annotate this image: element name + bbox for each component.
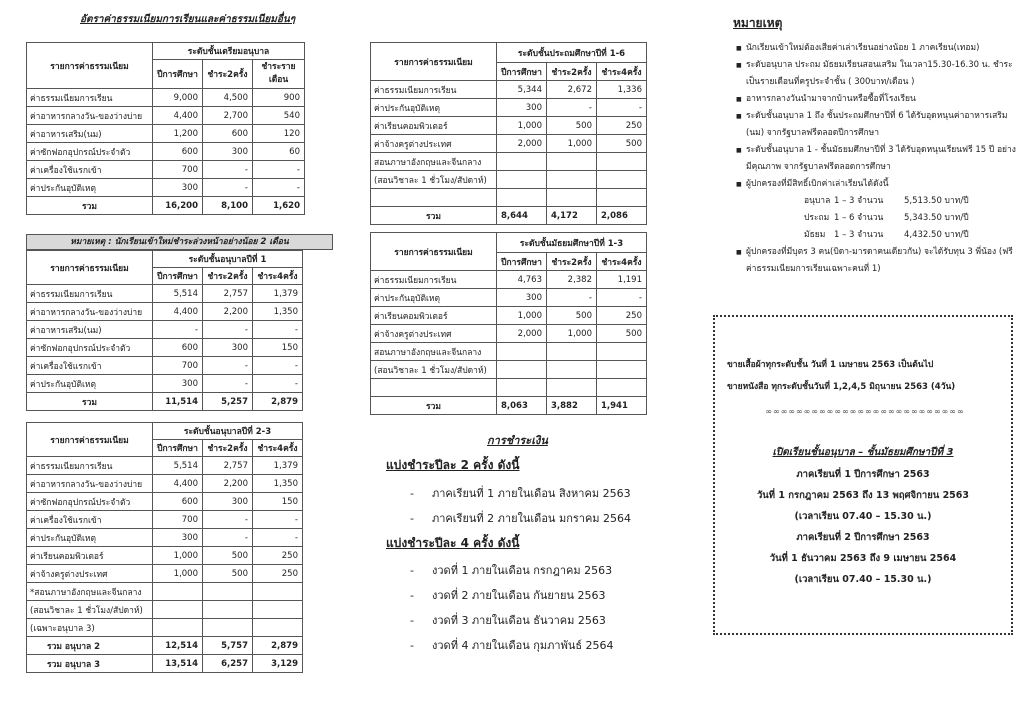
fee-two-value <box>547 189 597 207</box>
fee-four-value: - <box>253 511 303 529</box>
fee-table-k1 <box>26 250 303 411</box>
fee-item-name: ค่าธรรมเนียมการเรียน <box>371 271 497 289</box>
semester-2-time: (เวลาเรียน 07.40 – 15.30 น.) <box>794 574 932 585</box>
fee-four-value: 540 <box>253 107 305 125</box>
column-header-two: ชำระ2ครั้ง <box>547 253 597 271</box>
total-label: รวม <box>371 397 497 415</box>
book-sale-text: ขายหนังสือ ทุกระดับชั้นวันที่ 1,2,4,5 มิถุนายน 2563 (4วัน) <box>727 382 956 392</box>
fee-year-value: 5,344 <box>497 81 547 99</box>
fee-year-value: 4,763 <box>497 271 547 289</box>
fee-two-value: - <box>203 321 253 339</box>
total-year: 8,644 <box>497 207 547 225</box>
fee-four-value <box>597 171 647 189</box>
table-row <box>27 339 303 357</box>
column-header-item: รายการค่าธรรมเนียม <box>371 43 497 81</box>
level-header: ระดับชั้นมัธยมศึกษาปีที่ 1-3 <box>497 233 647 253</box>
table-row <box>27 143 305 161</box>
fee-item-name: ค่าเรียนคอมพิวเตอร์ <box>371 117 497 135</box>
total-label: รวม <box>27 393 153 411</box>
table-row <box>27 179 305 197</box>
fee-item-name: ค่าอาหารกลางวัน-ของว่างบ่าย <box>27 303 153 321</box>
column-header-four: ชำระ4ครั้ง <box>253 440 303 457</box>
column-header-four: ชำระ4ครั้ง <box>597 253 647 271</box>
fee-table-primary <box>370 42 647 225</box>
fee-two-value: - <box>547 289 597 307</box>
table-row <box>27 375 303 393</box>
fee-item-name: ค่าประกันอุบัติเหตุ <box>27 529 153 547</box>
payment-four-heading: แบ่งชำระปีละ 4 ครั้ง ดังนี้ <box>386 536 520 550</box>
total-two: 8,100 <box>203 197 253 215</box>
fee-year-value <box>497 379 547 397</box>
column-header-monthly: ชำระราย เดือน <box>253 60 305 89</box>
semester-1-time: (เวลาเรียน 07.40 – 15.30 น.) <box>794 511 932 522</box>
total-four: 2,879 <box>253 393 303 411</box>
column-header-four: ชำระ4ครั้ง <box>253 268 303 285</box>
fee-year-value: 300 <box>497 289 547 307</box>
fee-item-name: ค่าเรียนคอมพิวเตอร์ <box>27 547 153 565</box>
fee-four-value: - <box>253 161 305 179</box>
fee-item-name: ค่าซักฟอกอุปกรณ์ประจำตัว <box>27 493 153 511</box>
fee-two-value: - <box>203 357 253 375</box>
fee-four-value: 1,379 <box>253 285 303 303</box>
total-four: 1,620 <box>253 197 305 215</box>
total-two-k2: 5,757 <box>203 637 253 655</box>
fee-four-value: 150 <box>253 339 303 357</box>
column-header-year: ปีการศึกษา <box>153 60 203 89</box>
fee-item-name: ค่าซักฟอกอุปกรณ์ประจำตัว <box>27 143 153 161</box>
fee-four-value: 500 <box>597 135 647 153</box>
fee-two-value: 300 <box>203 493 253 511</box>
fee-two-value <box>203 619 253 637</box>
column-header-two: ชำระ2ครั้ง <box>203 440 253 457</box>
table-row <box>371 379 647 397</box>
fee-item-name: ค่าประกันอุบัติเหตุ <box>371 289 497 307</box>
fee-four-value: 1,350 <box>253 475 303 493</box>
fee-four-value <box>253 583 303 601</box>
fee-table-k23 <box>26 422 303 673</box>
table-row <box>27 601 303 619</box>
note-item: ■ ระดับชั้นอนุบาล 1 ถึง ชั้นประถมศึกษาปีที่ 6 ได้รับอุดหนุนค่าอาหารเสริม (นม) จากรัฐบาลฟรีตลอดปีการศึกษา <box>736 108 1018 142</box>
total-year-k2: 12,514 <box>153 637 203 655</box>
fee-two-value: 2,700 <box>203 107 253 125</box>
fee-four-value: 1,336 <box>597 81 647 99</box>
fee-year-value: 4,400 <box>153 475 203 493</box>
table-row <box>27 457 303 475</box>
fee-item-name: (สอนวิชาละ 1 ชั่วโมง/สัปดาห์) <box>371 171 497 189</box>
fee-item-name <box>371 189 497 207</box>
total-label: รวม <box>371 207 497 225</box>
fee-year-value: 2,000 <box>497 325 547 343</box>
fee-two-value: - <box>203 375 253 393</box>
fee-table-secondary <box>370 232 647 415</box>
fee-four-value: - <box>597 99 647 117</box>
fee-item-name: (เฉพาะอนุบาล 3) <box>27 619 153 637</box>
fee-two-value: 2,200 <box>203 475 253 493</box>
fee-two-value: 4,500 <box>203 89 253 107</box>
table-row <box>371 189 647 207</box>
table-row <box>371 343 647 361</box>
payment-title: การชำระเงิน <box>487 434 548 447</box>
column-header-two: ชำระ2ครั้ง <box>203 60 253 89</box>
fee-four-value: - <box>597 289 647 307</box>
payment-four-item: - งวดที่ 3 ภายในเดือน ธันวาคม 2563 <box>410 614 606 627</box>
semester-1-title: ภาคเรียนที่ 1 ปีการศึกษา 2563 <box>796 469 930 480</box>
fee-four-value: 500 <box>597 325 647 343</box>
semester-1-dates: วันที่ 1 กรกฎาคม 2563 ถึง 13 พฤศจิกายน 2563 <box>756 490 970 501</box>
fee-item-name: ค่าอาหารเสริม(นม) <box>27 125 153 143</box>
total-four-k3: 3,129 <box>253 655 303 673</box>
payment-four-item: - งวดที่ 4 ภายในเดือน กุมภาพันธ์ 2564 <box>410 639 614 652</box>
column-header-four: ชำระ4ครั้ง <box>597 63 647 81</box>
table-row <box>371 289 647 307</box>
total-label-k2: รวม อนุบาล 2 <box>27 637 153 655</box>
table-row <box>27 285 303 303</box>
table-row <box>371 153 647 171</box>
fee-item-name: สอนภาษาอังกฤษและจีนกลาง <box>371 153 497 171</box>
fee-four-value <box>597 189 647 207</box>
fee-year-value <box>153 601 203 619</box>
table-row <box>27 619 303 637</box>
table-row <box>27 583 303 601</box>
fee-item-name: ค่าประกันอุบัติเหตุ <box>27 375 153 393</box>
semester-2-dates: วันที่ 1 ธันวาคม 2563 ถึง 9 เมษายน 2564 <box>769 553 957 564</box>
table-row <box>371 99 647 117</box>
fee-four-value: 120 <box>253 125 305 143</box>
fee-four-value: 250 <box>597 307 647 325</box>
fee-year-value <box>497 171 547 189</box>
fee-two-value: 500 <box>547 117 597 135</box>
fee-year-value: 2,000 <box>497 135 547 153</box>
fee-two-value <box>547 171 597 189</box>
table-row <box>27 475 303 493</box>
fee-two-value: 600 <box>203 125 253 143</box>
total-label: รวม <box>27 197 153 215</box>
fee-item-name: ค่าอาหารเสริม(นม) <box>27 321 153 339</box>
fee-year-value: 4,400 <box>153 107 203 125</box>
fee-two-value <box>203 601 253 619</box>
fee-year-value: 1,000 <box>497 117 547 135</box>
fee-year-value: 1,200 <box>153 125 203 143</box>
column-header-two: ชำระ2ครั้ง <box>203 268 253 285</box>
fee-year-value: 600 <box>153 143 203 161</box>
fee-item-name: (สอนวิชาละ 1 ชั่วโมง/สัปดาห์) <box>27 601 153 619</box>
column-header-item: รายการค่าธรรมเนียม <box>27 43 153 89</box>
level-header: ระดับชั้นเตรียมอนุบาล <box>153 43 305 60</box>
reimburse-row: ประถม 1 – 6 จำนวน 5,343.50 บาท/ปี <box>804 213 969 223</box>
payment-four-item: - งวดที่ 2 ภายในเดือน กันยายน 2563 <box>410 589 606 602</box>
fee-year-value: 700 <box>153 161 203 179</box>
total-two-k3: 6,257 <box>203 655 253 673</box>
fee-item-name: ค่าจ้างครูต่างประเทศ <box>371 135 497 153</box>
total-label-k3: รวม อนุบาล 3 <box>27 655 153 673</box>
fee-item-name: ค่าเครื่องใช้แรกเข้า <box>27 511 153 529</box>
note-item: ■ ระดับชั้นอนุบาล 1 - ชั้นมัธยมศึกษาปีที่ 3 ได้รับอุดหนุนเรียนฟรี 15 ปี อย่างมีคุณภาพ จากรัฐบาลฟรีตลอดการศึกษา <box>736 142 1018 176</box>
total-two: 3,882 <box>547 397 597 415</box>
fee-two-value <box>547 343 597 361</box>
fee-item-name <box>371 379 497 397</box>
fee-two-value: 2,757 <box>203 285 253 303</box>
column-header-year: ปีการศึกษา <box>497 63 547 81</box>
total-four: 1,941 <box>597 397 647 415</box>
school-open-title: เปิดเรียนชั้นอนุบาล – ชั้นมัธยมศึกษาปีที่ 3 <box>772 447 954 458</box>
table-row <box>27 529 303 547</box>
fee-item-name: ค่าเครื่องใช้แรกเข้า <box>27 161 153 179</box>
fee-item-name: ค่าซักฟอกอุปกรณ์ประจำตัว <box>27 339 153 357</box>
fee-two-value: 2,757 <box>203 457 253 475</box>
fee-item-name: *สอนภาษาอังกฤษและจีนกลาง <box>27 583 153 601</box>
column-header-two: ชำระ2ครั้ง <box>547 63 597 81</box>
fee-year-value <box>497 153 547 171</box>
payment-four-item: - งวดที่ 1 ภายในเดือน กรกฎาคม 2563 <box>410 564 613 577</box>
fee-year-value: 300 <box>497 99 547 117</box>
fee-four-value: - <box>253 375 303 393</box>
fee-year-value: 5,514 <box>153 457 203 475</box>
table-row <box>371 271 647 289</box>
column-header-year: ปีการศึกษา <box>153 440 203 457</box>
table-row <box>27 565 303 583</box>
fee-four-value: 900 <box>253 89 305 107</box>
fee-year-value: 300 <box>153 179 203 197</box>
fee-two-value: - <box>203 161 253 179</box>
table-row <box>27 125 305 143</box>
fee-four-value: - <box>253 357 303 375</box>
fee-two-value <box>203 583 253 601</box>
table-row <box>27 107 305 125</box>
fee-item-name: ค่าจ้างครูต่างประเทศ <box>27 565 153 583</box>
fee-four-value: 1,350 <box>253 303 303 321</box>
fee-two-value <box>547 361 597 379</box>
fee-year-value: 1,000 <box>153 565 203 583</box>
uniform-sale-text: ขายเสื้อผ้าทุกระดับชั้น วันที่ 1 เมษายน 2563 เป็นต้นไป <box>727 360 934 370</box>
notes-list <box>736 40 1018 278</box>
fee-item-name: ค่าเรียนคอมพิวเตอร์ <box>371 307 497 325</box>
fee-four-value: - <box>253 179 305 197</box>
fee-four-value: - <box>253 529 303 547</box>
fee-year-value <box>153 583 203 601</box>
fee-two-value: 500 <box>203 547 253 565</box>
semester-2-title: ภาคเรียนที่ 2 ปีการศึกษา 2563 <box>796 532 930 543</box>
fee-item-name: ค่าประกันอุบัติเหตุ <box>27 179 153 197</box>
fee-two-value: 300 <box>203 143 253 161</box>
total-four-k2: 2,879 <box>253 637 303 655</box>
table-row <box>371 81 647 99</box>
fee-four-value <box>597 343 647 361</box>
fee-year-value: 9,000 <box>153 89 203 107</box>
fee-year-value: 300 <box>153 375 203 393</box>
fee-four-value: 60 <box>253 143 305 161</box>
fee-year-value <box>497 189 547 207</box>
notes-title: หมายเหตุ <box>733 16 783 30</box>
fee-year-value: 300 <box>153 529 203 547</box>
wave-divider: ∞∞∞∞∞∞∞∞∞∞∞∞∞∞∞∞∞∞∞∞∞∞∞∞∞∞ <box>765 407 965 416</box>
fee-two-value: - <box>203 179 253 197</box>
fee-two-value <box>547 153 597 171</box>
reimburse-row: มัธยม 1 – 3 จำนวน 4,432.50 บาท/ปี <box>804 230 969 240</box>
note-item: ■ ผู้ปกครองที่มีสิทธิ์เบิกค่าเล่าเรียนได้ดังนี้ <box>736 176 1018 193</box>
fee-year-value: 5,514 <box>153 285 203 303</box>
fee-item-name: ค่าจ้างครูต่างประเทศ <box>371 325 497 343</box>
reimburse-row: อนุบาล 1 – 3 จำนวน 5,513.50 บาท/ปี <box>804 196 969 206</box>
fee-table-prek <box>26 42 305 215</box>
fee-item-name: ค่าประกันอุบัติเหตุ <box>371 99 497 117</box>
column-header-item: รายการค่าธรรมเนียม <box>27 251 153 285</box>
note-item: ■ นักเรียนเข้าใหม่ต้องเสียค่าเล่าเรียนอย่างน้อย 1 ภาคเรียน(เทอม) <box>736 40 1018 57</box>
column-header-year: ปีการศึกษา <box>497 253 547 271</box>
page-title: อัตราค่าธรรมเนียมการเรียนและค่าธรรมเนียมอื่นๆ <box>80 14 296 25</box>
fee-item-name: ค่าเครื่องใช้แรกเข้า <box>27 357 153 375</box>
table-row <box>27 89 305 107</box>
table-row <box>27 357 303 375</box>
payment-two-heading: แบ่งชำระปีละ 2 ครั้ง ดังนี้ <box>386 458 520 472</box>
fee-two-value: 1,000 <box>547 135 597 153</box>
fee-year-value: 4,400 <box>153 303 203 321</box>
table-row <box>371 325 647 343</box>
fee-item-name: ค่าธรรมเนียมการเรียน <box>27 457 153 475</box>
fee-two-value: 300 <box>203 339 253 357</box>
total-year: 8,063 <box>497 397 547 415</box>
fee-four-value <box>597 361 647 379</box>
table-row <box>27 303 303 321</box>
fee-two-value: - <box>547 99 597 117</box>
fee-item-name: ค่าธรรมเนียมการเรียน <box>371 81 497 99</box>
table-row <box>371 361 647 379</box>
total-four: 2,086 <box>597 207 647 225</box>
fee-two-value: 2,200 <box>203 303 253 321</box>
fee-year-value: 700 <box>153 511 203 529</box>
fee-year-value <box>497 361 547 379</box>
column-header-item: รายการค่าธรรมเนียม <box>371 233 497 271</box>
fee-item-name: ค่าธรรมเนียมการเรียน <box>27 285 153 303</box>
total-two: 4,172 <box>547 207 597 225</box>
note-item: ■ อาหารกลางวันนำมาจากบ้านหรือซื้อที่โรงเรียน <box>736 91 1018 108</box>
table-row <box>371 117 647 135</box>
fee-two-value: 2,672 <box>547 81 597 99</box>
fee-two-value: 500 <box>203 565 253 583</box>
fee-four-value <box>253 601 303 619</box>
fee-four-value: 150 <box>253 493 303 511</box>
total-year: 11,514 <box>153 393 203 411</box>
fee-year-value: 1,000 <box>497 307 547 325</box>
payment-two-item: - ภาคเรียนที่ 1 ภายในเดือน สิงหาคม 2563 <box>410 487 631 500</box>
fee-item-name: ค่าอาหารกลางวัน-ของว่างบ่าย <box>27 475 153 493</box>
fee-four-value: 1,379 <box>253 457 303 475</box>
column-header-year: ปีการศึกษา <box>153 268 203 285</box>
fee-four-value: 250 <box>253 547 303 565</box>
table-row <box>27 493 303 511</box>
fee-item-name: สอนภาษาอังกฤษและจีนกลาง <box>371 343 497 361</box>
fee-year-value: 600 <box>153 339 203 357</box>
fee-year-value: 1,000 <box>153 547 203 565</box>
fee-year-value <box>153 619 203 637</box>
level-header: ระดับชั้นประถมศึกษาปีที่ 1-6 <box>497 43 647 63</box>
fee-year-value: 700 <box>153 357 203 375</box>
fee-four-value <box>253 619 303 637</box>
column-header-item: รายการค่าธรรมเนียม <box>27 423 153 457</box>
fee-four-value: 250 <box>253 565 303 583</box>
payment-two-item: - ภาคเรียนที่ 2 ภายในเดือน มกราคม 2564 <box>410 512 632 525</box>
fee-item-name: ค่าอาหารกลางวัน-ของว่างบ่าย <box>27 107 153 125</box>
table-row <box>27 161 305 179</box>
schedule-box <box>713 315 1013 635</box>
total-year: 16,200 <box>153 197 203 215</box>
total-year-k3: 13,514 <box>153 655 203 673</box>
level-header: ระดับชั้นอนุบาลปีที่ 1 <box>153 251 303 268</box>
note-item-sibling: ■ ผู้ปกครองที่มีบุตร 3 คน(บิดา-มารดาคนเดียวกัน) จะได้รับทุน 3 พี่น้อง (ฟรีค่าธรรมเนียมการเรียนเฉพาะคนที่ 1) <box>736 244 1018 278</box>
note-item: ■ ระดับอนุบาล ประถม มัธยมเรียนสอนเสริม ในเวลา15.30-16.30 น. ชำระเป็นรายเดือนที่ครูประจำชั้น ( 300บาท/เดือน ) <box>736 57 1018 91</box>
fee-two-value: 2,382 <box>547 271 597 289</box>
fee-two-value: 1,000 <box>547 325 597 343</box>
fee-year-value <box>497 343 547 361</box>
fee-four-value <box>597 379 647 397</box>
fee-four-value: 1,191 <box>597 271 647 289</box>
fee-item-name: (สอนวิชาละ 1 ชั่วโมง/สัปดาห์) <box>371 361 497 379</box>
table-row <box>371 135 647 153</box>
fee-four-value <box>597 153 647 171</box>
fee-four-value: - <box>253 321 303 339</box>
table-row <box>27 511 303 529</box>
fee-four-value: 250 <box>597 117 647 135</box>
fee-two-value: - <box>203 529 253 547</box>
table-row <box>27 547 303 565</box>
fee-year-value: - <box>153 321 203 339</box>
new-student-note: หมายเหตุ : นักเรียนเข้าใหม่ชำระล่วงหน้าอย่างน้อย 2 เดือน <box>26 234 333 250</box>
fee-item-name: ค่าธรรมเนียมการเรียน <box>27 89 153 107</box>
fee-two-value: - <box>203 511 253 529</box>
fee-year-value: 600 <box>153 493 203 511</box>
fee-two-value: 500 <box>547 307 597 325</box>
table-row <box>371 307 647 325</box>
total-two: 5,257 <box>203 393 253 411</box>
table-row <box>27 321 303 339</box>
table-row <box>371 171 647 189</box>
level-header: ระดับชั้นอนุบาลปีที่ 2-3 <box>153 423 303 440</box>
fee-two-value <box>547 379 597 397</box>
